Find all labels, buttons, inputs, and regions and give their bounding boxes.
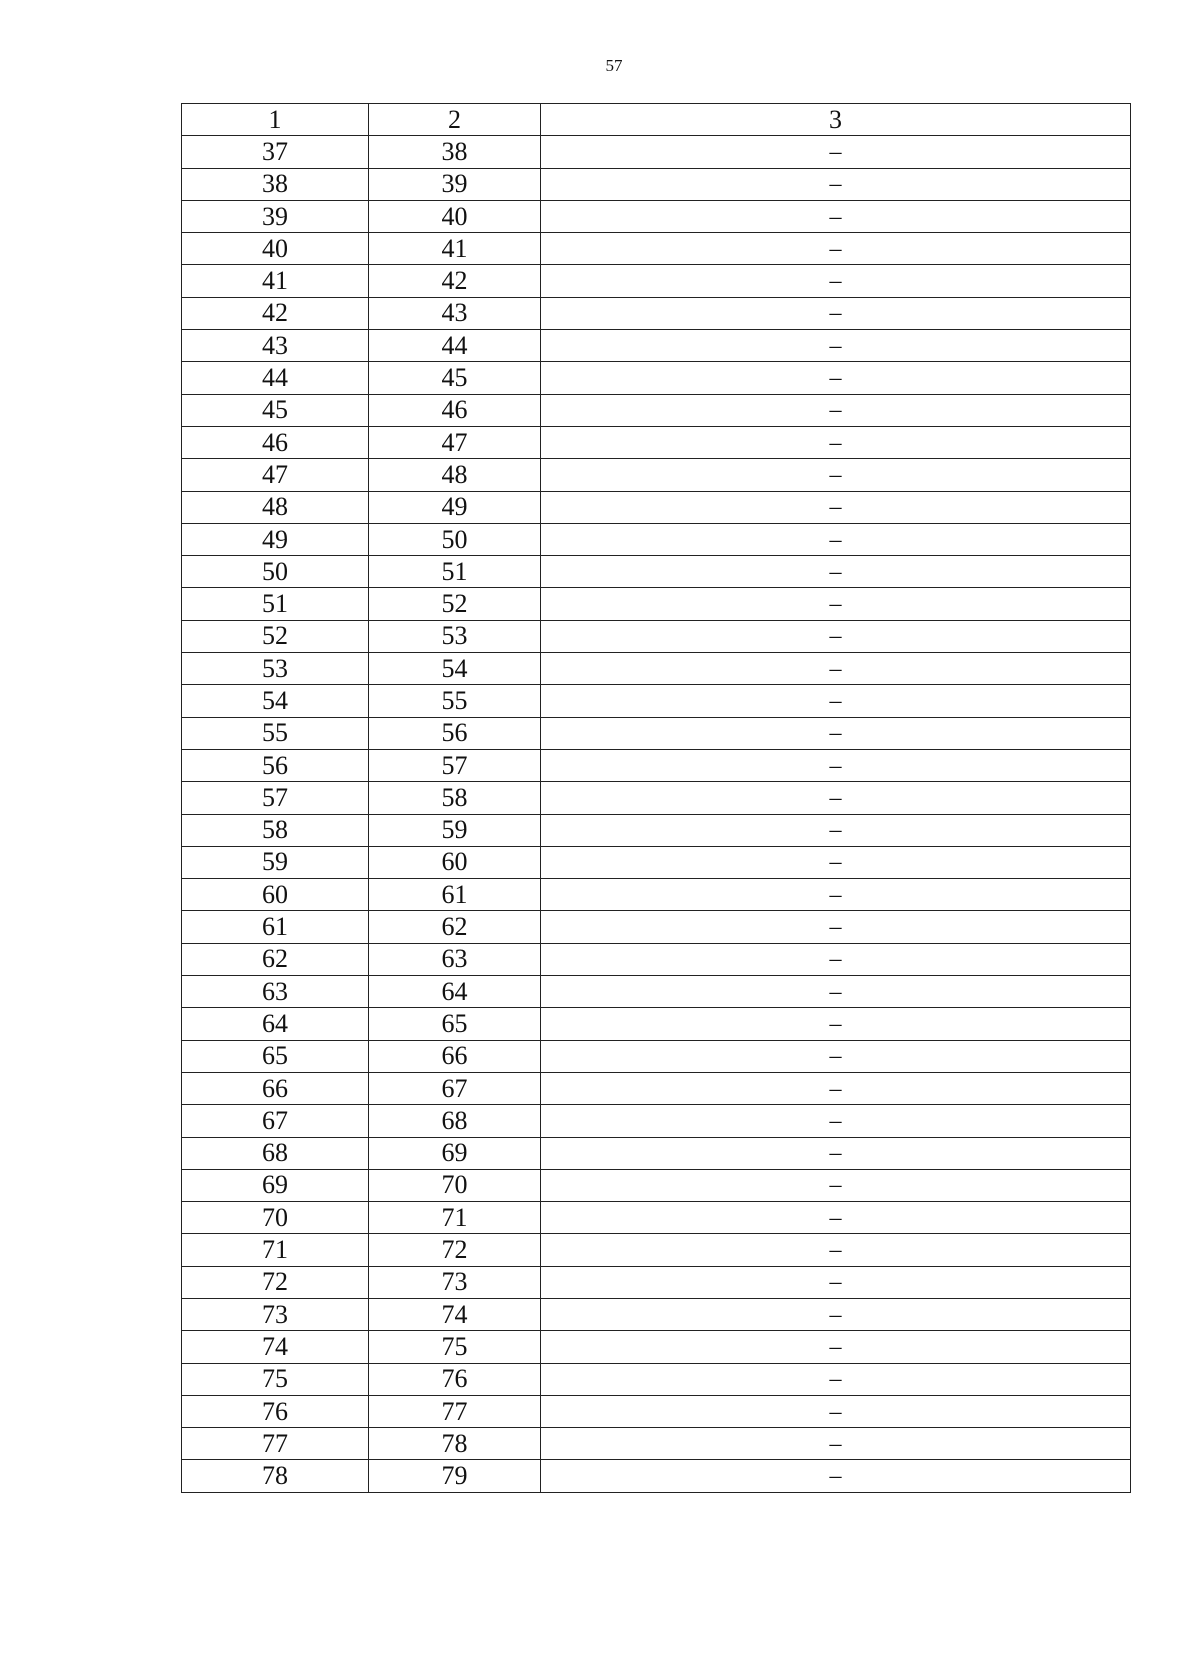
table-cell-col-3: – [541, 362, 1131, 394]
table-cell-col-2: 77 [369, 1395, 541, 1427]
table-cell-col-2: 54 [369, 653, 541, 685]
table-cell-col-1: 59 [182, 846, 369, 878]
table-row [182, 265, 1131, 297]
table-cell-col-3: – [541, 200, 1131, 232]
table-row [182, 426, 1131, 458]
table-cell-col-1: 49 [182, 523, 369, 555]
table-row [182, 168, 1131, 200]
table-cell-col-1: 64 [182, 1008, 369, 1040]
table-cell-col-1: 66 [182, 1072, 369, 1104]
table-row [182, 297, 1131, 329]
table-cell-col-3: – [541, 653, 1131, 685]
table-cell-col-2: 43 [369, 297, 541, 329]
table-row [182, 1169, 1131, 1201]
table-cell-col-1: 76 [182, 1395, 369, 1427]
table-cell-col-1: 78 [182, 1460, 369, 1492]
column-header-3: 3 [541, 104, 1131, 136]
table-cell-col-2: 74 [369, 1298, 541, 1330]
table-cell-col-2: 64 [369, 976, 541, 1008]
table-cell-col-3: – [541, 1298, 1131, 1330]
table-cell-col-3: – [541, 330, 1131, 362]
table-cell-col-3: – [541, 879, 1131, 911]
table-row [182, 1105, 1131, 1137]
table-cell-col-1: 62 [182, 943, 369, 975]
table-cell-col-3: – [541, 168, 1131, 200]
table-cell-col-1: 41 [182, 265, 369, 297]
table-cell-col-2: 67 [369, 1072, 541, 1104]
table-row [182, 523, 1131, 555]
table-row [182, 362, 1131, 394]
table-cell-col-3: – [541, 1105, 1131, 1137]
table-cell-col-3: – [541, 556, 1131, 588]
table-cell-col-2: 47 [369, 426, 541, 458]
table-cell-col-1: 51 [182, 588, 369, 620]
table-cell-col-2: 40 [369, 200, 541, 232]
table-cell-col-2: 50 [369, 523, 541, 555]
table-row [182, 330, 1131, 362]
table-row [182, 911, 1131, 943]
table-cell-col-1: 45 [182, 394, 369, 426]
table-cell-col-3: – [541, 814, 1131, 846]
table-cell-col-2: 48 [369, 459, 541, 491]
table-cell-col-3: – [541, 1363, 1131, 1395]
table-cell-col-3: – [541, 265, 1131, 297]
table-row [182, 556, 1131, 588]
table-cell-col-2: 41 [369, 233, 541, 265]
table-cell-col-3: – [541, 459, 1131, 491]
table-cell-col-2: 45 [369, 362, 541, 394]
table-row [182, 394, 1131, 426]
table-cell-col-3: – [541, 1460, 1131, 1492]
table-cell-col-2: 69 [369, 1137, 541, 1169]
table-row [182, 588, 1131, 620]
table-row [182, 879, 1131, 911]
table-cell-col-2: 42 [369, 265, 541, 297]
table-cell-col-3: – [541, 943, 1131, 975]
table-cell-col-2: 70 [369, 1169, 541, 1201]
table-cell-col-3: – [541, 1072, 1131, 1104]
table-cell-col-2: 49 [369, 491, 541, 523]
table-cell-col-1: 52 [182, 620, 369, 652]
table-cell-col-2: 39 [369, 168, 541, 200]
table-cell-col-1: 39 [182, 200, 369, 232]
table-cell-col-3: – [541, 1266, 1131, 1298]
table-cell-col-2: 38 [369, 136, 541, 168]
table-row [182, 136, 1131, 168]
table-cell-col-1: 48 [182, 491, 369, 523]
table-row [182, 200, 1131, 232]
table-cell-col-1: 65 [182, 1040, 369, 1072]
table-row [182, 1331, 1131, 1363]
table-row [182, 943, 1131, 975]
table-cell-col-2: 53 [369, 620, 541, 652]
table-cell-col-1: 37 [182, 136, 369, 168]
table-cell-col-1: 63 [182, 976, 369, 1008]
table-cell-col-3: – [541, 1234, 1131, 1266]
table-row [182, 233, 1131, 265]
table-cell-col-1: 54 [182, 685, 369, 717]
table-row [182, 1266, 1131, 1298]
table-cell-col-1: 50 [182, 556, 369, 588]
table-cell-col-2: 63 [369, 943, 541, 975]
table-cell-col-1: 40 [182, 233, 369, 265]
table-cell-col-2: 59 [369, 814, 541, 846]
table-cell-col-1: 57 [182, 782, 369, 814]
table-cell-col-3: – [541, 1331, 1131, 1363]
table-cell-col-2: 65 [369, 1008, 541, 1040]
table-cell-col-3: – [541, 523, 1131, 555]
table-cell-col-3: – [541, 588, 1131, 620]
table-cell-col-2: 75 [369, 1331, 541, 1363]
table-cell-col-3: – [541, 394, 1131, 426]
table-cell-col-3: – [541, 1428, 1131, 1460]
table-row [182, 846, 1131, 878]
table-cell-col-1: 38 [182, 168, 369, 200]
table-row [182, 1137, 1131, 1169]
table-cell-col-3: – [541, 426, 1131, 458]
table-cell-col-2: 57 [369, 749, 541, 781]
table-cell-col-3: – [541, 685, 1131, 717]
table-cell-col-2: 52 [369, 588, 541, 620]
table-row [182, 976, 1131, 1008]
data-table [181, 103, 1131, 1493]
table-row [182, 1072, 1131, 1104]
table-cell-col-3: – [541, 1202, 1131, 1234]
table-cell-col-2: 51 [369, 556, 541, 588]
table-cell-col-1: 72 [182, 1266, 369, 1298]
table-cell-col-2: 73 [369, 1266, 541, 1298]
table-row [182, 749, 1131, 781]
table-row [182, 1395, 1131, 1427]
table-cell-col-1: 77 [182, 1428, 369, 1460]
page-number: 57 [605, 56, 623, 75]
table-cell-col-1: 53 [182, 653, 369, 685]
table-cell-col-2: 55 [369, 685, 541, 717]
table-cell-col-2: 79 [369, 1460, 541, 1492]
table-row [182, 717, 1131, 749]
table-row [182, 1428, 1131, 1460]
table-cell-col-2: 68 [369, 1105, 541, 1137]
table-row [182, 1202, 1131, 1234]
table-cell-col-1: 58 [182, 814, 369, 846]
table-cell-col-2: 60 [369, 846, 541, 878]
table-cell-col-1: 61 [182, 911, 369, 943]
table-cell-col-1: 60 [182, 879, 369, 911]
table-cell-col-3: – [541, 1137, 1131, 1169]
header-row [182, 104, 1131, 136]
table-cell-col-2: 62 [369, 911, 541, 943]
table-cell-col-1: 56 [182, 749, 369, 781]
table-cell-col-1: 75 [182, 1363, 369, 1395]
table-cell-col-1: 71 [182, 1234, 369, 1266]
table-row [182, 459, 1131, 491]
table-cell-col-1: 70 [182, 1202, 369, 1234]
table-cell-col-3: – [541, 136, 1131, 168]
table-cell-col-2: 56 [369, 717, 541, 749]
table-cell-col-3: – [541, 1395, 1131, 1427]
table-cell-col-1: 43 [182, 330, 369, 362]
table-row [182, 1040, 1131, 1072]
table-cell-col-1: 42 [182, 297, 369, 329]
table-row [182, 1460, 1131, 1492]
table-cell-col-3: – [541, 1169, 1131, 1201]
table-cell-col-3: – [541, 297, 1131, 329]
table-cell-col-1: 74 [182, 1331, 369, 1363]
table-row [182, 1363, 1131, 1395]
column-header-1: 1 [182, 104, 369, 136]
table-cell-col-2: 78 [369, 1428, 541, 1460]
table-cell-col-3: – [541, 620, 1131, 652]
column-header-2: 2 [369, 104, 541, 136]
table-row [182, 1008, 1131, 1040]
table-cell-col-3: – [541, 846, 1131, 878]
table-row [182, 491, 1131, 523]
table-cell-col-2: 46 [369, 394, 541, 426]
table-body [182, 136, 1131, 1492]
table-cell-col-3: – [541, 491, 1131, 523]
table-cell-col-1: 67 [182, 1105, 369, 1137]
table-row [182, 814, 1131, 846]
table-cell-col-2: 72 [369, 1234, 541, 1266]
table-cell-col-3: – [541, 233, 1131, 265]
table-cell-col-2: 76 [369, 1363, 541, 1395]
table-row [182, 685, 1131, 717]
table-cell-col-1: 47 [182, 459, 369, 491]
table-cell-col-2: 66 [369, 1040, 541, 1072]
table-row [182, 1234, 1131, 1266]
table-cell-col-3: – [541, 717, 1131, 749]
table-cell-col-1: 55 [182, 717, 369, 749]
table-cell-col-2: 61 [369, 879, 541, 911]
table-cell-col-1: 73 [182, 1298, 369, 1330]
table-cell-col-3: – [541, 749, 1131, 781]
table-cell-col-3: – [541, 1008, 1131, 1040]
table-cell-col-2: 58 [369, 782, 541, 814]
table-cell-col-1: 46 [182, 426, 369, 458]
table-row [182, 620, 1131, 652]
table-cell-col-1: 68 [182, 1137, 369, 1169]
table-row [182, 1298, 1131, 1330]
table-cell-col-3: – [541, 782, 1131, 814]
table-cell-col-3: – [541, 1040, 1131, 1072]
table-cell-col-2: 44 [369, 330, 541, 362]
table-cell-col-1: 69 [182, 1169, 369, 1201]
table-cell-col-3: – [541, 911, 1131, 943]
table-row [182, 782, 1131, 814]
table-cell-col-1: 44 [182, 362, 369, 394]
table-cell-col-2: 71 [369, 1202, 541, 1234]
table-cell-col-3: – [541, 976, 1131, 1008]
table-row [182, 653, 1131, 685]
